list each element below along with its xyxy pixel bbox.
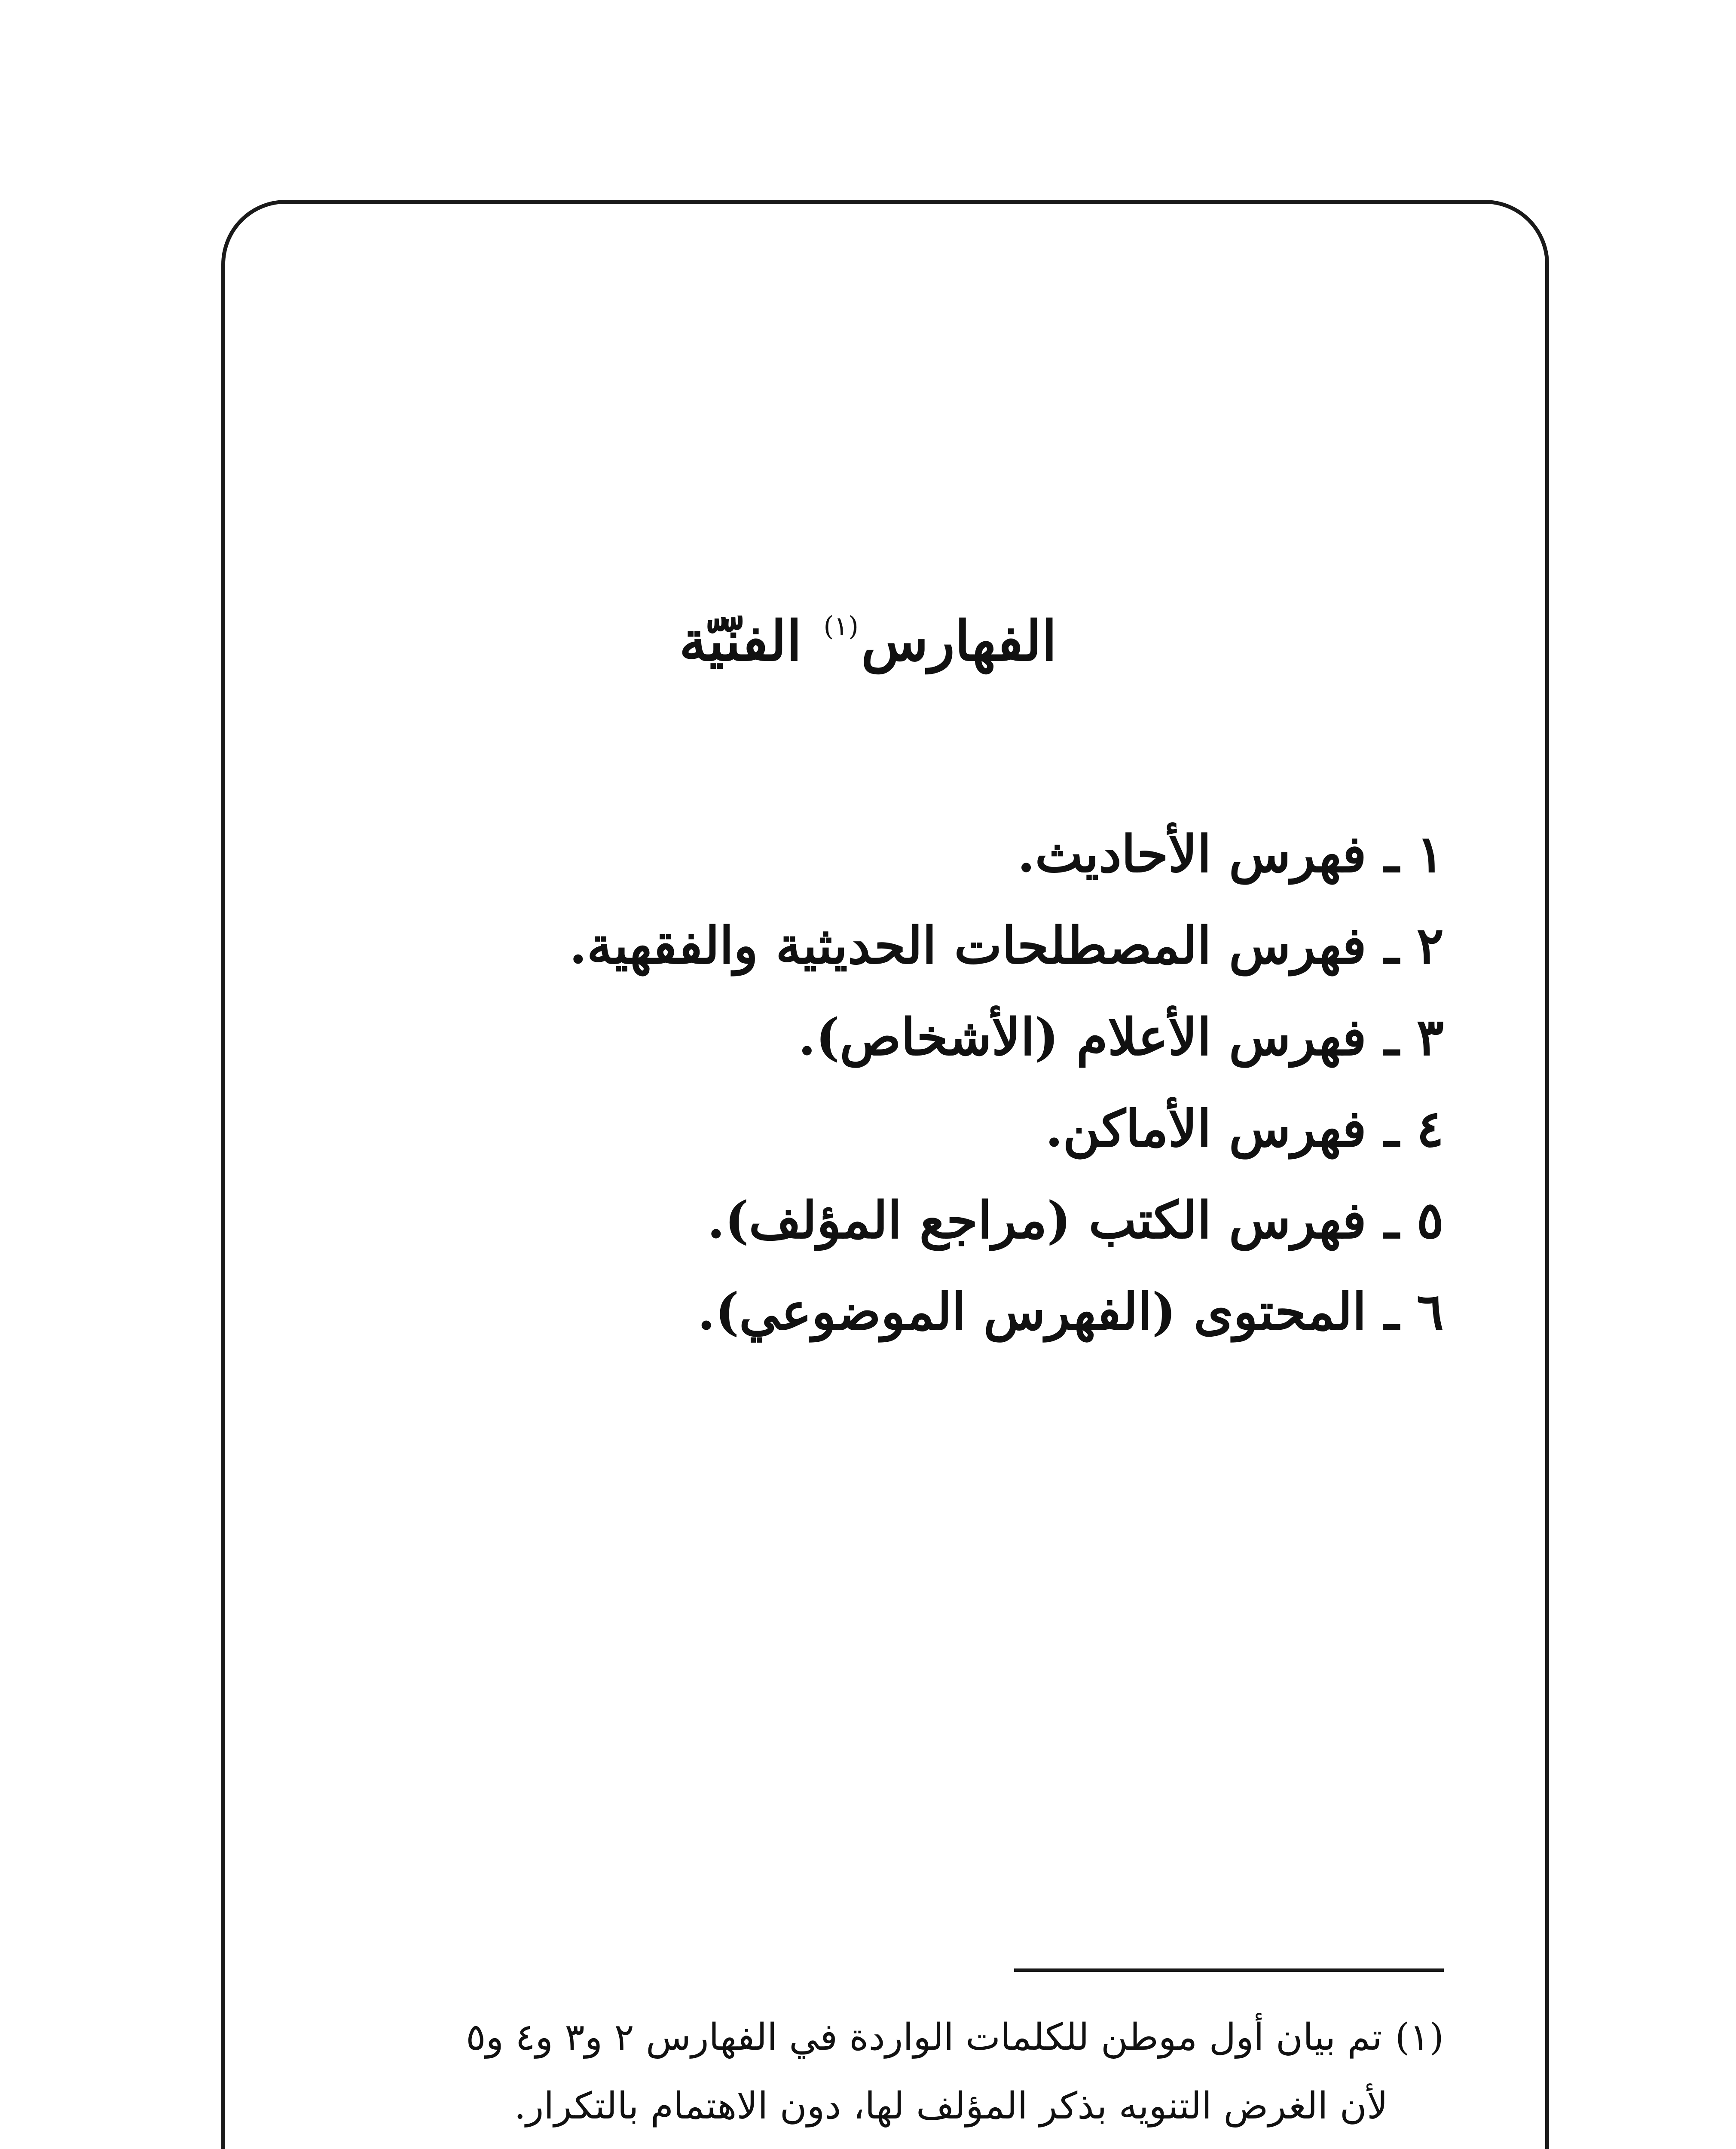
footnote-line-2: لأن الغرض التنويه بذكر المؤلف لها، دون الاهتمام بالتكرار. — [514, 2085, 1388, 2128]
index-item-places: ٤ ـ فهرس الأماكن. — [1045, 1099, 1444, 1158]
index-list — [284, 808, 1444, 1357]
footnote-separator — [1014, 1968, 1444, 1972]
footnote-number: (١) — [1395, 2016, 1444, 2059]
footnote — [284, 2003, 1444, 2140]
footnote-line-1 — [284, 2003, 1444, 2072]
index-item-terms: ٢ ـ فهرس المصطلحات الحديثية والفقهية. — [569, 915, 1444, 975]
page-title-end: الفنّيّة — [679, 609, 802, 673]
page-title-start: الفهارس — [861, 609, 1057, 673]
index-item-hadith: ١ ـ فهرس الأحاديث. — [1017, 824, 1444, 884]
index-item-contents: ٦ ـ المحتوى (الفهرس الموضوعي). — [697, 1282, 1444, 1341]
page-title — [0, 609, 1736, 675]
footnote-text-1: تم بيان أول موطن للكلمات الواردة في الفهارس ٢ و٣ و٤ و٥ — [466, 2016, 1382, 2059]
index-item-books: ٥ ـ فهرس الكتب (مراجع المؤلف). — [707, 1190, 1444, 1250]
title-footnote-mark: (١) — [823, 610, 859, 642]
index-item-persons: ٣ ـ فهرس الأعلام (الأشخاص). — [798, 1007, 1444, 1067]
